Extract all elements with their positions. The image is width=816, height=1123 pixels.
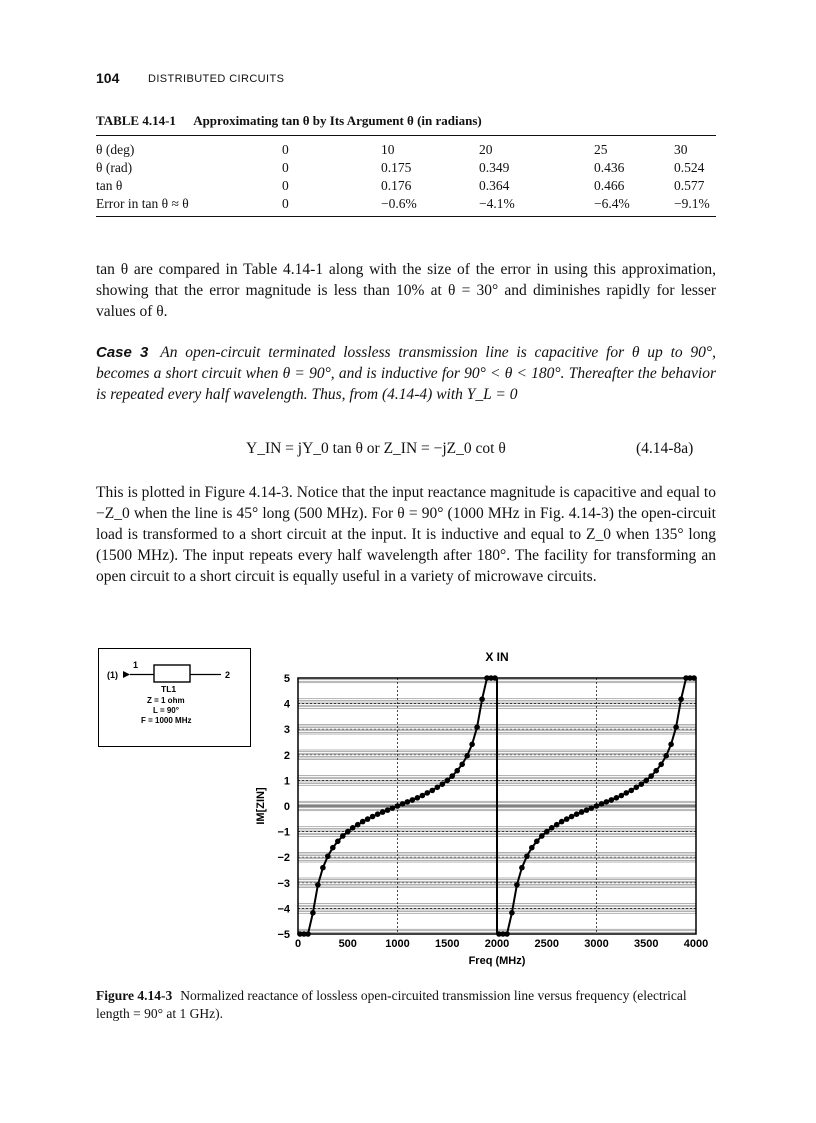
frequency-label: F = 1000 MHz bbox=[141, 716, 192, 725]
length-label: L = 90° bbox=[153, 706, 179, 715]
y-tick-label: −1 bbox=[277, 826, 290, 839]
data-point bbox=[519, 865, 525, 871]
data-point bbox=[663, 753, 669, 759]
data-point bbox=[430, 788, 436, 794]
data-point bbox=[325, 853, 331, 859]
data-point bbox=[619, 793, 625, 799]
data-point bbox=[474, 724, 480, 730]
data-point bbox=[579, 809, 585, 815]
table-cell: 30 bbox=[674, 142, 688, 157]
data-point bbox=[559, 819, 565, 825]
data-point bbox=[648, 773, 654, 779]
data-point bbox=[345, 829, 351, 835]
paragraph-2: This is plotted in Figure 4.14-3. Notice that the input reactance magnitude is capacitive and equal to −Z_0 when the line is 45° long (500 MHz). For θ = 90° (1000 MHz in Fig. 4.14-3) the open-circuit load is transformed to a short circuit at the input. It is inductive and equal to Z_0 when 135° long (1500 MHz). The input repeats every half wavelength after 180°. The facility for transforming an open circuit to a short circuit is equally useful in a variety of microwave circuits. bbox=[96, 484, 716, 585]
running-head: DISTRIBUTED CIRCUITS bbox=[148, 73, 285, 85]
table-cell: 0.524 bbox=[674, 160, 705, 175]
data-point bbox=[355, 822, 361, 828]
data-point bbox=[604, 799, 610, 805]
table-cell: −6.4% bbox=[594, 196, 630, 211]
data-point bbox=[658, 762, 664, 768]
data-point bbox=[539, 833, 545, 839]
data-point bbox=[673, 724, 679, 730]
table-cell: 0.349 bbox=[479, 160, 510, 175]
table-label: TABLE 4.14-1 bbox=[96, 113, 176, 128]
equation-number: (4.14-8a) bbox=[636, 440, 694, 457]
data-point bbox=[668, 742, 674, 748]
table-title: Approximating tan θ by Its Argument θ (in radians) bbox=[193, 113, 482, 128]
table-cell: 25 bbox=[594, 142, 608, 157]
y-tick-label: 5 bbox=[283, 673, 290, 685]
data-point bbox=[335, 839, 341, 845]
data-point bbox=[415, 795, 421, 801]
data-point bbox=[569, 814, 575, 820]
data-point bbox=[405, 799, 411, 805]
data-point bbox=[449, 773, 455, 779]
equation: Y_IN = jY_0 tan θ or Z_IN = −jZ_0 cot θ bbox=[246, 440, 506, 457]
data-point bbox=[554, 822, 560, 828]
row-label: tan θ bbox=[96, 178, 123, 193]
data-point bbox=[370, 814, 376, 820]
data-point bbox=[584, 807, 590, 813]
figure-label: Figure 4.14-3 bbox=[96, 988, 173, 1003]
data-point bbox=[459, 762, 465, 768]
y-tick-label: 0 bbox=[283, 801, 290, 813]
data-point bbox=[534, 839, 540, 845]
table-cell: 0.577 bbox=[674, 178, 705, 193]
y-tick-label: 2 bbox=[283, 749, 290, 762]
case-3-paragraph bbox=[96, 342, 716, 405]
data-point bbox=[624, 790, 630, 796]
port-label: (1) bbox=[107, 670, 118, 680]
data-point bbox=[589, 805, 595, 811]
data-point bbox=[464, 753, 470, 759]
data-point bbox=[375, 811, 381, 817]
data-point bbox=[395, 803, 401, 809]
table-cell: −4.1% bbox=[479, 196, 515, 211]
impedance-label: Z = 1 ohm bbox=[147, 696, 185, 705]
x-tick-label: 1500 bbox=[435, 938, 460, 950]
data-point bbox=[639, 781, 645, 787]
page-number: 104 bbox=[96, 70, 120, 86]
data-point bbox=[609, 797, 615, 803]
data-point bbox=[320, 865, 326, 871]
data-point bbox=[445, 778, 451, 784]
data-point bbox=[614, 795, 620, 801]
table-cell: 0.364 bbox=[479, 178, 510, 193]
y-tick-label: 4 bbox=[283, 698, 290, 711]
table-cell: 0 bbox=[282, 178, 289, 193]
data-point bbox=[691, 675, 697, 681]
table-row bbox=[96, 136, 716, 159]
data-point bbox=[330, 845, 336, 851]
table-cell: −0.6% bbox=[381, 196, 417, 211]
x-tick-label: 0 bbox=[294, 938, 302, 950]
case-label: Case 3 bbox=[96, 344, 149, 361]
table-cell: 0.466 bbox=[594, 178, 625, 193]
data-point bbox=[479, 696, 485, 702]
x-tick-label: 3000 bbox=[584, 938, 609, 950]
x-tick-label: 500 bbox=[338, 938, 357, 950]
data-point bbox=[629, 788, 635, 794]
port-arrow-icon bbox=[123, 671, 130, 678]
figure-caption-text: Normalized reactance of lossless open-circuited transmission line versus frequency (electrical length = 90° at 1 GHz). bbox=[96, 988, 687, 1021]
table-cell: 0 bbox=[282, 196, 289, 211]
data-point bbox=[524, 853, 530, 859]
data-point bbox=[435, 785, 441, 791]
data-point bbox=[380, 809, 386, 815]
paragraph-1: tan θ are compared in Table 4.14-1 along with the size of the error in using this approximation, showing that the error magnitude is less than 10% at θ = 30° and diminishes rapidly for lesser values of θ. bbox=[96, 261, 716, 320]
data-point bbox=[594, 803, 600, 809]
transmission-line-symbol bbox=[154, 665, 190, 682]
data-point bbox=[492, 675, 498, 681]
table-cell: 0.175 bbox=[381, 160, 412, 175]
pin-1-label: 1 bbox=[133, 660, 139, 670]
x-tick-label: 1000 bbox=[385, 938, 410, 950]
x-tick-label: 2500 bbox=[534, 938, 559, 950]
data-point bbox=[365, 816, 371, 822]
data-point bbox=[653, 768, 659, 774]
data-point bbox=[400, 801, 406, 807]
data-table bbox=[96, 136, 716, 216]
data-point bbox=[529, 845, 535, 851]
data-point bbox=[504, 931, 510, 937]
table-cell: 0.436 bbox=[594, 160, 625, 175]
y-tick-label: −2 bbox=[277, 852, 290, 865]
data-point bbox=[454, 768, 460, 774]
table-bottom-rule bbox=[96, 216, 716, 217]
table-row bbox=[96, 159, 716, 177]
data-point bbox=[599, 801, 605, 807]
data-point bbox=[425, 790, 431, 796]
chart-x-axis-label: Freq (MHz) bbox=[468, 955, 526, 967]
table-cell: −9.1% bbox=[674, 196, 710, 211]
data-point bbox=[385, 807, 391, 813]
table-cell: 0 bbox=[282, 160, 289, 175]
reactance-chart bbox=[248, 648, 716, 978]
schematic-box bbox=[98, 648, 251, 747]
figure-caption bbox=[96, 987, 716, 1023]
data-point bbox=[360, 819, 366, 825]
data-point bbox=[549, 825, 555, 831]
table-row bbox=[96, 177, 716, 195]
data-point bbox=[678, 696, 684, 702]
data-point bbox=[350, 825, 356, 831]
table-caption bbox=[96, 113, 482, 129]
row-label: Error in tan θ ≈ θ bbox=[96, 196, 189, 211]
schematic-diagram bbox=[99, 649, 250, 746]
data-point bbox=[315, 882, 321, 888]
data-point bbox=[340, 833, 346, 839]
table-cell: 20 bbox=[479, 142, 493, 157]
table-cell: 0.176 bbox=[381, 178, 412, 193]
x-tick-label: 2000 bbox=[484, 938, 510, 950]
data-point bbox=[310, 910, 316, 916]
data-point bbox=[440, 781, 446, 787]
data-point bbox=[634, 785, 640, 791]
data-point bbox=[564, 816, 570, 822]
data-point bbox=[305, 931, 311, 937]
y-tick-label: −5 bbox=[277, 929, 290, 941]
pin-2-label: 2 bbox=[225, 670, 231, 680]
row-label: θ (rad) bbox=[96, 160, 133, 175]
case-text: An open-circuit terminated lossless transmission line is capacitive for θ up to 90°, becomes a short circuit when θ = 90°, and is inductive for 90° < θ < 180°. Thereafter the behavior is repeated every half wavelength. Thus, from (4.14-4) with Y_L = 0 bbox=[96, 344, 717, 403]
y-tick-label: −4 bbox=[277, 903, 290, 916]
y-tick-label: 1 bbox=[283, 775, 290, 788]
data-point bbox=[574, 811, 580, 817]
data-point bbox=[410, 797, 416, 803]
data-point bbox=[390, 805, 396, 811]
table-row bbox=[96, 195, 716, 216]
table-cell: 10 bbox=[381, 142, 395, 157]
data-point bbox=[644, 778, 650, 784]
data-point bbox=[514, 882, 520, 888]
y-tick-label: 3 bbox=[283, 724, 290, 737]
data-point bbox=[420, 793, 426, 799]
data-point bbox=[469, 742, 475, 748]
chart-y-axis-label: IM[ZIN] bbox=[255, 787, 267, 825]
data-point bbox=[509, 910, 515, 916]
x-tick-label: 3500 bbox=[634, 938, 659, 950]
component-name: TL1 bbox=[161, 684, 177, 694]
data-point bbox=[544, 829, 550, 835]
table-cell: 0 bbox=[282, 142, 289, 157]
chart-title: X IN bbox=[485, 650, 509, 664]
y-tick-label: −3 bbox=[277, 877, 290, 890]
x-tick-label: 4000 bbox=[683, 938, 709, 950]
row-label: θ (deg) bbox=[96, 142, 135, 157]
